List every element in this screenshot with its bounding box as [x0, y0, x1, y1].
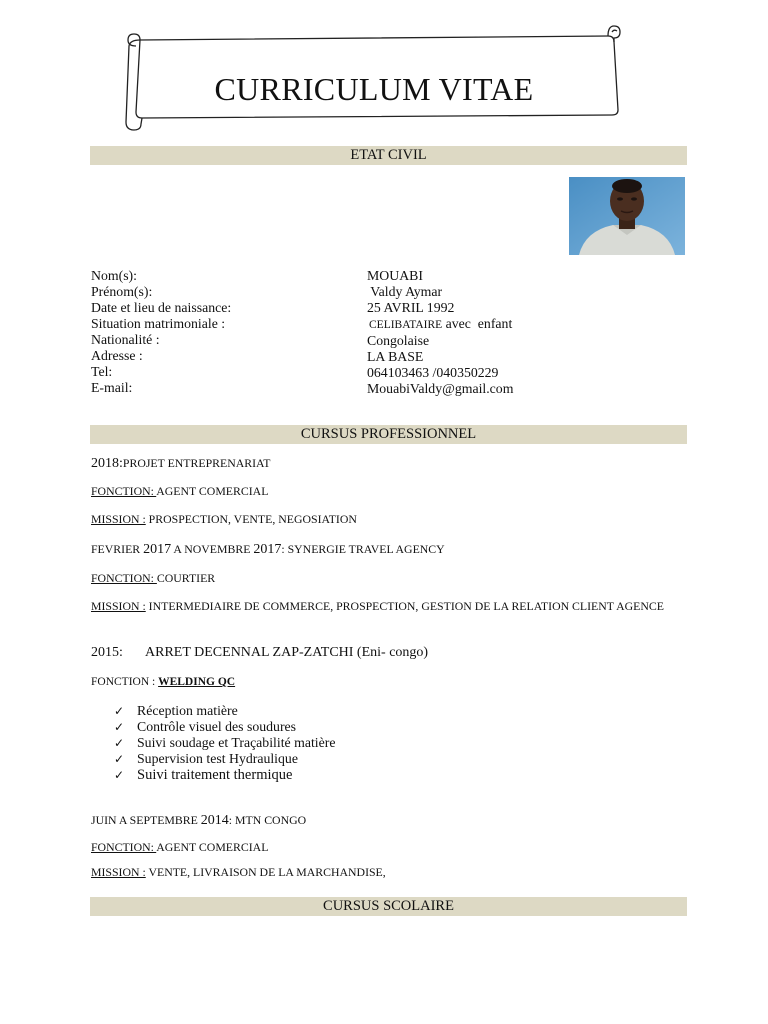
mission-label: MISSION :: [91, 865, 146, 879]
list-item: [114, 767, 335, 783]
experience-3-heading: [91, 644, 428, 661]
profile-photo: [569, 177, 685, 255]
experience-1-mission: [91, 512, 357, 527]
experience-2-to-year: 2017: [253, 542, 282, 557]
experience-2-to-month: A NOVEMBRE: [171, 542, 254, 556]
experience-4-fonction: [91, 840, 268, 855]
task-list: [114, 703, 335, 783]
checkmark-icon: ✓: [114, 704, 125, 718]
experience-4-period: JUIN A SEPTEMBRE: [91, 813, 201, 827]
checkmark-icon: ✓: [114, 720, 125, 734]
civil-label: Adresse :: [91, 348, 143, 363]
fonction-label: FONCTION :: [91, 676, 159, 688]
mission-value: INTERMEDIAIRE DE COMMERCE, PROSPECTION, GESTION DE LA RELATION CLIENT AGENCE: [145, 599, 664, 613]
experience-2-mission: [91, 599, 664, 614]
civil-label: Prénom(s):: [91, 284, 153, 299]
fonction-label: FONCTION:: [91, 840, 157, 854]
list-item: [114, 751, 335, 767]
fonction-value: WELDING QC: [158, 676, 236, 688]
experience-3-fonction: [91, 675, 235, 690]
experience-4-year: 2014: [200, 813, 229, 828]
civil-label: Situation matrimoniale :: [91, 316, 226, 331]
list-item: [114, 719, 335, 735]
list-item: [114, 735, 335, 751]
experience-4-heading: [91, 813, 306, 828]
checkmark-icon: ✓: [114, 736, 125, 750]
experience-2-from-year: 2017: [143, 542, 172, 557]
task-text: Suivi traitement thermique: [137, 767, 293, 783]
civil-value-situation-tail: avec enfant: [442, 316, 513, 331]
fonction-value: AGENT COMERCIAL: [156, 840, 269, 854]
fonction-label: FONCTION:: [91, 484, 157, 498]
mission-value: VENTE, LIVRAISON DE LA MARCHANDISE,: [145, 865, 386, 879]
page-title: CURRICULUM VITAE: [214, 71, 534, 107]
experience-1-year: 2018:: [91, 456, 123, 471]
section-header-etat-civil: ETAT CIVIL: [90, 146, 687, 165]
task-text: Réception matière: [137, 703, 238, 718]
experience-1-fonction: [91, 484, 268, 499]
mission-label: MISSION :: [91, 599, 146, 613]
civil-labels: [91, 268, 231, 396]
civil-label: Nationalité :: [91, 332, 160, 347]
experience-2-fonction: [91, 571, 215, 586]
experience-1-title: PROJET ENTREPRENARIAT: [122, 456, 271, 470]
checkmark-icon: ✓: [114, 768, 125, 782]
civil-label: Tel:: [91, 364, 113, 379]
task-text: Supervision test Hydraulique: [137, 751, 298, 766]
civil-value-situation: [367, 316, 513, 333]
civil-value-adresse: LA BASE: [367, 349, 424, 364]
experience-4-company: : MTN CONGO: [228, 813, 307, 827]
civil-label: E-mail:: [91, 380, 133, 395]
civil-value-tel: 064103463 /040350229: [367, 365, 499, 380]
experience-2-heading: [91, 542, 445, 557]
task-text: Contrôle visuel des soudures: [137, 719, 297, 734]
civil-value-email: MouabiValdy@gmail.com: [367, 381, 514, 396]
civil-value-nationalite: Congolaise: [367, 333, 430, 348]
civil-value-naissance: 25 AVRIL 1992: [367, 300, 455, 315]
civil-label: Nom(s):: [91, 268, 137, 283]
task-text: Suivi soudage et Traçabilité matière: [137, 735, 336, 750]
section-header-cursus-professionnel: CURSUS PROFESSIONNEL: [90, 425, 687, 444]
experience-3-title: ARRET DECENNAL ZAP-ZATCHI (Eni- congo): [145, 645, 429, 660]
fonction-value: AGENT COMERCIAL: [156, 484, 269, 498]
fonction-label: FONCTION:: [91, 571, 157, 585]
experience-2-from-month: FEVRIER: [91, 542, 144, 556]
title-scroll-banner: [124, 22, 624, 134]
civil-value-situation-main: CELIBATAIRE: [369, 319, 443, 331]
experience-4-mission: [91, 865, 386, 880]
fonction-value: COURTIER: [156, 571, 216, 585]
civil-label: Date et lieu de naissance:: [91, 300, 232, 315]
experience-1-heading: [91, 456, 270, 471]
experience-3-year: 2015:: [91, 645, 123, 660]
civil-value-nom: MOUABI: [367, 268, 423, 283]
list-item: [114, 703, 335, 719]
experience-2-company: : SYNERGIE TRAVEL AGENCY: [281, 542, 445, 556]
civil-values: [367, 268, 513, 397]
civil-value-prenom: Valdy Aymar: [367, 284, 443, 299]
mission-label: MISSION :: [91, 512, 146, 526]
mission-value: PROSPECTION, VENTE, NEGOSIATION: [145, 512, 357, 526]
section-header-cursus-scolaire: CURSUS SCOLAIRE: [90, 897, 687, 916]
checkmark-icon: ✓: [114, 752, 125, 766]
